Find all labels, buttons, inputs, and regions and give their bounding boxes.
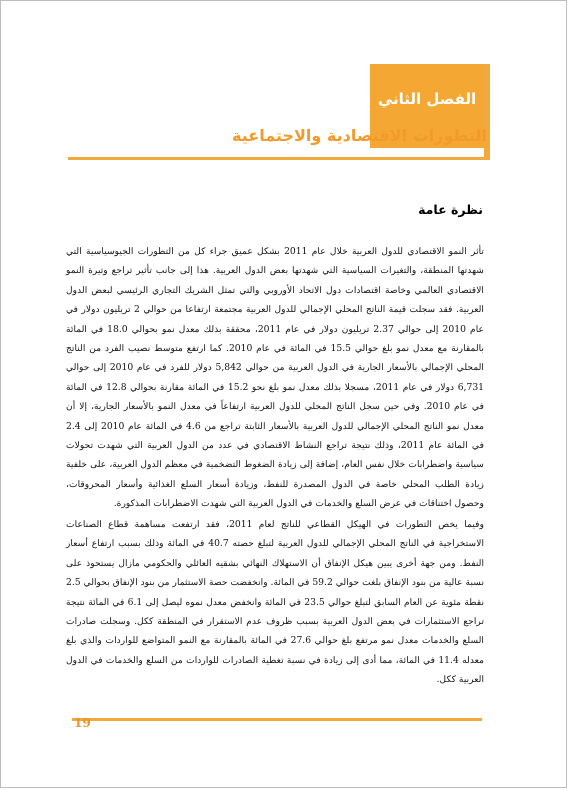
- chapter-title: التطورات الاقتصادية والاجتماعية: [232, 126, 487, 145]
- section-heading: نظرة عامة: [418, 202, 483, 217]
- chapter-label: الفصل الثاني: [377, 90, 477, 108]
- page-number: 19: [74, 716, 91, 730]
- body-paragraph-2: وفيما يخص التطورات في الهيكل القطاعي للناتج لعام 2011، فقد ارتفعت مساهمة قطاع الصناعات الاستخراجية في الناتج المحلي الإجمالي للدول العربية لتبلغ حصته 40.7 في المائة وذلك بسبب ارتفاع أسعار النفط. ومن جهة أخرى يبين هيكل الإنفاق أن الاستهلاك النهائي بشقيه العائلي والحكومي مازال يستحوذ على نسبة عالية من بنود الإنفاق بلغت حوالي 59.2 في المائة. وانخفضت حصة الاستثمار من بنود الإنفاق بحوالي 2.5 نقطة مئوية عن العام السابق لتبلغ حوالي 23.5 في المائة وانخفض معدل نموه ليصل إلى 6.1 في المائة نتيجة تراجع الاستثمارات في بعض الدول العربية بسبب ظروف عدم الاستقرار في المنطقة ككل. وسجلت صادرات السلع والخدمات معدل نمو مرتفع بلغ حوالي 27.6 في المائة بالمقارنة مع النمو المتواضع للواردات والذي بلغ معدله 11.4 في المائة، مما أدى إلى زيادة في نسبة تغطية الصادرات للواردات من السلع والخدمات في الدول العربية ككل.: [66, 519, 485, 686]
- footer-rule: [72, 718, 482, 721]
- body-paragraph-1: تأثر النمو الاقتصادي للدول العربية خلال عام 2011 بشكل عميق جراء كل من التطورات الجيوسياسية التي شهدتها المنطقة، والتغيرات السياسية التي شهدتها بعض الدول العربية. هذا إلى جانب تأثير تراجع وتيرة النمو الاقتصادي العالمي وخاصة اقتصادات دول الاتحاد الأوروبي والتي تمثل الشريك التجاري الرئيسي لبعض الدول العربية. فقد سجلت قيمة الناتج المحلي الإجمالي للدول العربية مجتمعة ارتفاعا من حوالي 2 تريليون دولار في عام 2010 إلى حوالي 2.37 تريليون دولار في عام 2011، محققة بذلك معدل نمو بحوالي 18.0 في المائة بالمقارنة مع معدل نمو بلغ حوالي 15.5 في المائة في عام 2010. كما ارتفع متوسط نصيب الفرد من الناتج المحلي الإجمالي بالأسعار الجارية في الدول العربية من حوالي 5,842 دولار للفرد في عام 2010 إلى حوالي 6,731 دولار في عام 2011، مسجلا بذلك معدل نمو بلغ نحو 15.2 في المائة مقارنة بحوالي 12.8 في المائة في عام 2010. وفي حين سجل الناتج المحلي للدول العربية ارتفاعاً في معدل النمو بالأسعار الجارية، إلا أن معدل نمو الناتج المحلي الإجمالي للدول العربية بالأسعار الثابتة تراجع من 4.6 في المائة عام 2010 إلى 2.4 في المائة عام 2011، وذلك نتيجة تراجع النشاط الاقتصادي في عدد من الدول العربية التي شهدت تحولات سياسية واضطرابات خلال نفس العام، إضافة إلى زيادة الضغوط التضخمية في معظم الدول العربية، على خلفية زيادة الطلب المحلي خاصة في الدول المصدرة للنفط، وزيادة أسعار السلع الغذائية وأسعار المحروقات، وحصول اختناقات في عرض السلع والخدمات في الدول العربية التي شهدت الاضطرابات المذكورة.: [66, 246, 485, 510]
